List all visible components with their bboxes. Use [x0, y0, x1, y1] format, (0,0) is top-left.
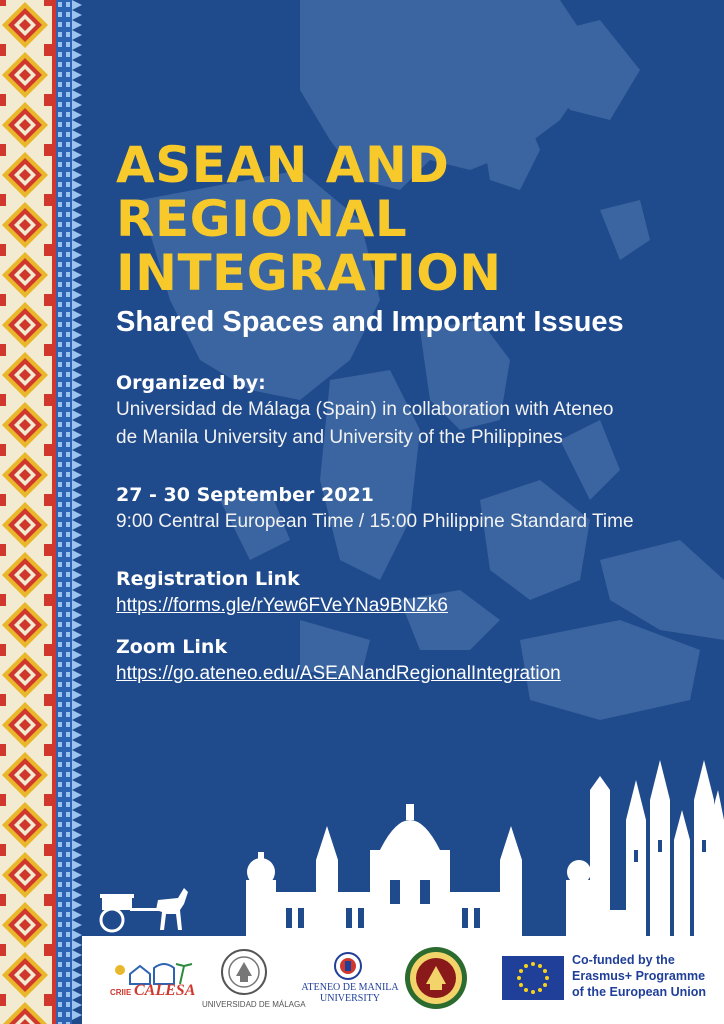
- woven-pattern-border: [0, 0, 82, 1024]
- calesa-small-text: CRIIE: [110, 988, 132, 997]
- organizers-line-2: de Manila University and University of the Philippines: [116, 427, 563, 448]
- registration-section: [116, 566, 706, 620]
- footer-logos: [82, 936, 724, 1024]
- event-content: [116, 138, 706, 688]
- calesa-carriage-icon: [100, 888, 188, 931]
- registration-label: Registration Link: [116, 568, 300, 590]
- title-line-3: INTEGRATION: [116, 244, 502, 302]
- event-date: 27 - 30 September 2021: [116, 484, 374, 506]
- event-time: 9:00 Central European Time / 15:00 Philippine Standard Time: [116, 511, 634, 532]
- organizers-line-1: Universidad de Málaga (Spain) in collaboration with Ateneo: [116, 399, 614, 420]
- eu-text-line-3: of the European Union: [572, 985, 707, 999]
- eu-cofunding-text: [572, 952, 722, 1000]
- organized-section: [116, 370, 706, 452]
- ateneo-name-line-2: UNIVERSITY: [320, 993, 380, 1004]
- zoom-label: Zoom Link: [116, 636, 228, 658]
- registration-link[interactable]: https://forms.gle/rYew6FVeYNa9BNZk6: [116, 595, 448, 616]
- calesa-brand-text: CALESA: [134, 982, 196, 999]
- ateneo-seal-icon: [334, 952, 362, 980]
- zoom-section: [116, 634, 706, 688]
- uma-seal-icon: [220, 948, 268, 996]
- organized-label: Organized by:: [116, 372, 266, 394]
- ateneo-name-line-1: ATENEO DE MANILA: [301, 982, 399, 993]
- eu-text-line-1: Co-funded by the: [572, 953, 675, 967]
- landmark-skyline: [90, 760, 724, 940]
- title-line-2: REGIONAL: [116, 190, 408, 248]
- title-line-1: ASEAN AND: [116, 136, 450, 194]
- eu-text-line-2: Erasmus+ Programme: [572, 969, 706, 983]
- schedule-section: [116, 482, 706, 536]
- zoom-link[interactable]: https://go.ateneo.edu/ASEANandRegionalIntegration: [116, 663, 561, 684]
- up-seal-icon: [404, 946, 468, 1010]
- event-title: [116, 138, 706, 300]
- uma-caption: UNIVERSIDAD DE MÁLAGA: [202, 1000, 306, 1009]
- eu-flag-icon: [502, 956, 564, 1000]
- event-subtitle: Shared Spaces and Important Issues: [116, 306, 624, 338]
